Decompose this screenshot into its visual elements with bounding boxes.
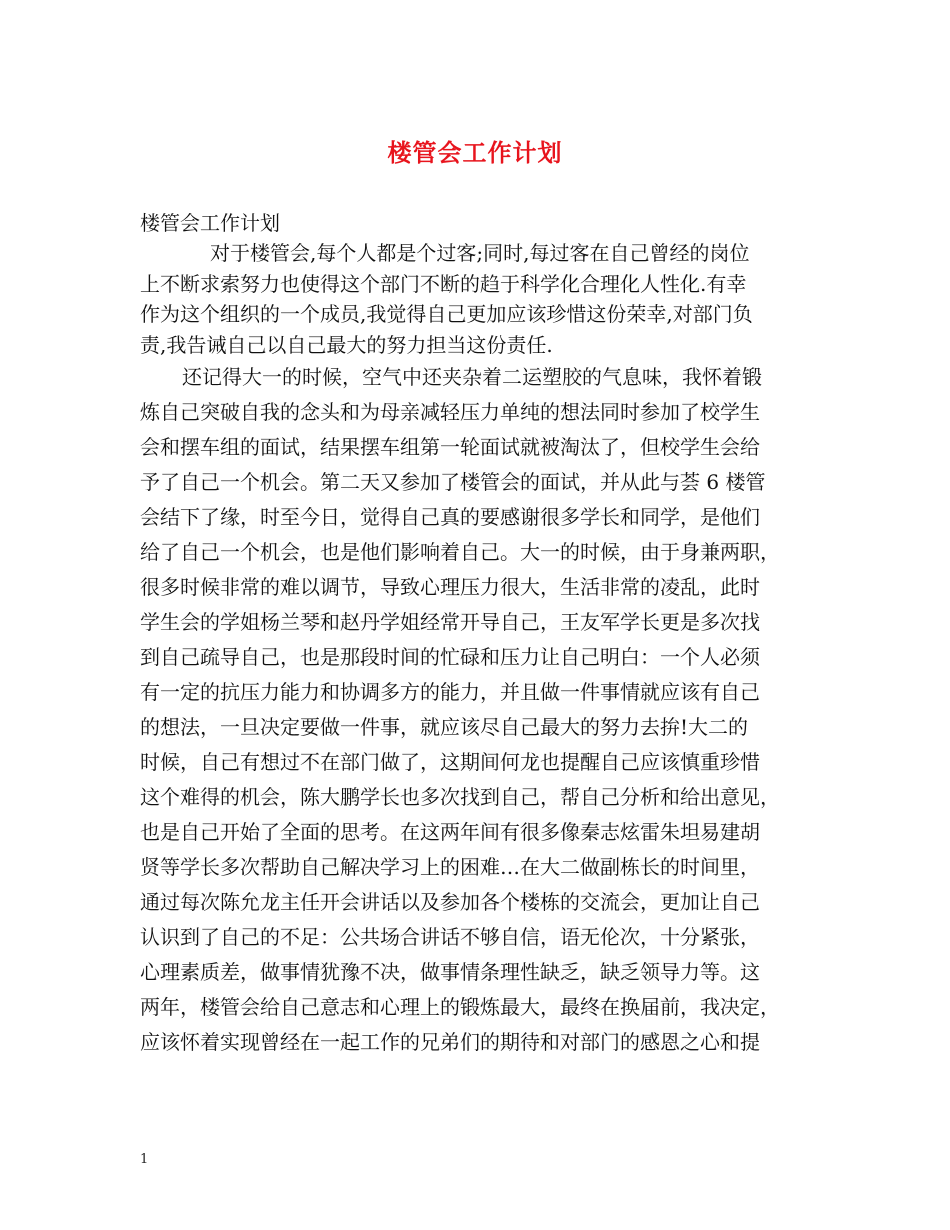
paragraph-line: 心理素质差，做事情犹豫不决，做事情条理性缺乏，缺乏领导力等。这 <box>140 960 760 984</box>
paragraph-line: 应该怀着实现曾经在一起工作的兄弟们的期待和对部门的感恩之心和提 <box>140 1030 760 1054</box>
paragraph-line: 予了自己一个机会。第二天又参加了楼管会的面试，并从此与荟 6 楼管 <box>140 470 766 494</box>
paragraph-line: 还记得大一的时候，空气中还夹杂着二运塑胶的气息味，我怀着锻 <box>182 365 762 389</box>
paragraph-line: 这个难得的机会，陈大鹏学长也多次找到自己，帮自己分析和给出意见， <box>140 785 780 809</box>
paragraph-line: 对于楼管会,每个人都是个过客;同时,每过客在自己曾经的岗位 <box>210 241 750 265</box>
paragraph-line: 很多时候非常的难以调节，导致心理压力很大，生活非常的凌乱，此时 <box>140 575 760 599</box>
document-subtitle: 楼管会工作计划 <box>140 211 280 235</box>
paragraph-2 <box>140 360 820 1060</box>
paragraph-line: 上不断求索努力也使得这个部门不断的趋于科学化合理化人性化.有幸 <box>140 271 747 296</box>
paragraph-line: 炼自己突破自我的念头和为母亲减轻压力单纯的想法同时参加了校学生 <box>140 400 760 424</box>
paragraph-line: 作为这个组织的一个成员,我觉得自己更加应该珍惜这份荣幸,对部门负 <box>140 302 753 326</box>
paragraph-line: 贤等学长多次帮助自己解决学习上的困难…在大二做副栋长的时间里， <box>140 855 760 879</box>
paragraph-line: 会结下了缘，时至今日，觉得自己真的要感谢很多学长和同学，是他们 <box>140 505 760 529</box>
paragraph-line: 到自己疏导自己，也是那段时间的忙碌和压力让自己明白：一个人必须 <box>140 645 760 669</box>
paragraph-line: 的想法，一旦决定要做一件事，就应该尽自己最大的努力去拚!大二的 <box>140 715 749 739</box>
page-number: 1 <box>140 1152 149 1167</box>
paragraph-line: 有一定的抗压力能力和协调多方的能力，并且做一件事情就应该有自己 <box>140 680 760 704</box>
paragraph-line: 认识到了自己的不足：公共场合讲话不够自信，语无伦次，十分紧张， <box>140 925 760 949</box>
paragraph-line: 学生会的学姐杨兰琴和赵丹学姐经常开导自己，王友军学长更是多次找 <box>140 610 760 634</box>
paragraph-line: 也是自己开始了全面的思考。在这两年间有很多像秦志炫雷朱坦易建胡 <box>140 820 760 844</box>
document-body <box>140 238 820 1060</box>
paragraph-line: 给了自己一个机会，也是他们影响着自己。大一的时候，由于身兼两职， <box>140 540 780 564</box>
paragraph-line: 责,我告诫自己以自己最大的努力担当这份责任. <box>140 332 553 357</box>
paragraph-line: 时候，自己有想过不在部门做了，这期间何龙也提醒自己应该慎重珍惜 <box>140 750 760 774</box>
paragraph-line: 会和摆车组的面试，结果摆车组第一轮面试就被淘汰了，但校学生会给 <box>140 435 760 459</box>
paragraph-1 <box>140 238 820 360</box>
paragraph-line: 两年，楼管会给自己意志和心理上的锻炼最大，最终在换届前，我决定， <box>140 995 780 1019</box>
document-title: 楼管会工作计划 <box>387 138 563 167</box>
paragraph-line: 通过每次陈允龙主任开会讲话以及参加各个楼栋的交流会，更加让自己 <box>140 890 760 914</box>
